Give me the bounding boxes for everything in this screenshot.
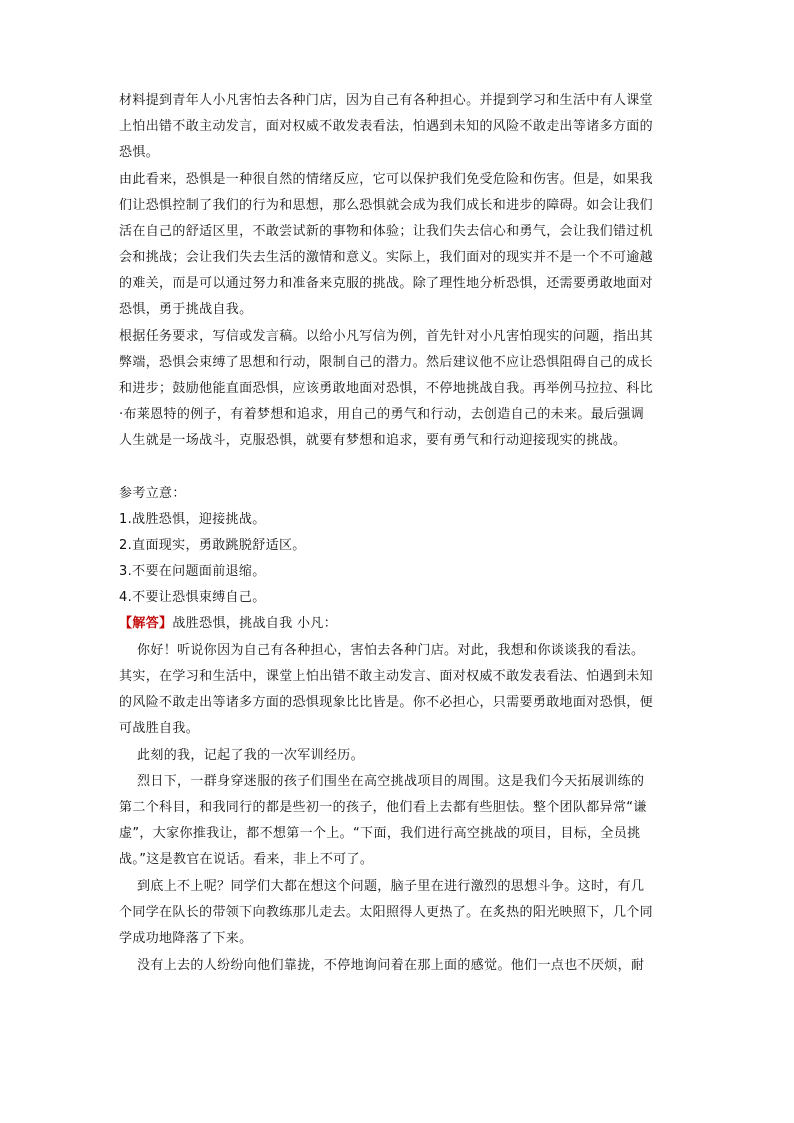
- analysis-line: 由此看来，恐惧是一种很自然的情绪反应，它可以保护我们免受危险和伤害。但是，如果我: [119, 172, 654, 187]
- reference-item: 4.不要让恐惧束缚自己。: [119, 590, 266, 605]
- answer-line: 此刻的我，记起了我的一次军训经历。: [137, 748, 364, 763]
- answer-heading: [119, 616, 679, 632]
- material-line: 上怕出错不敢主动发言，面对权威不敢发表看法，怕遇到未知的风险不敢走出等诸多方面的: [119, 119, 654, 134]
- material-line: 恐惧。: [119, 145, 160, 160]
- analysis-line: ·布莱恩特的例子，有着梦想和追求，用自己的勇气和行动，去创造自己的未来。最后强调: [119, 407, 645, 422]
- reference-item: 2.直面现实，勇敢跳脱舒适区。: [119, 538, 306, 553]
- reference-heading: 参考立意：: [119, 486, 186, 501]
- material-line: 材料提到青年人小凡害怕去各种门店，因为自己有各种担心。并提到学习和生活中有人课堂: [119, 93, 654, 108]
- answer-title: 战胜恐惧，挑战自我 小凡：: [172, 616, 338, 631]
- answer-line: 学成功地降落了下来。: [119, 931, 253, 946]
- answer-line: 到底上不上呢？同学们大都在想这个问题，脑子里在进行激烈的思想斗争。这时，有几: [137, 879, 645, 894]
- analysis-line: 会和挑战；会让我们失去生活的激情和意义。实际上，我们面对的现实并不是一个不可逾越: [119, 250, 654, 265]
- answer-line: 的风险不敢走出等诸多方面的恐惧现象比比皆是。你不必担心，只需要勇敢地面对恐惧，便: [119, 695, 654, 710]
- analysis-line: 根据任务要求，写信或发言稿。以给小凡写信为例，首先针对小凡害怕现实的问题，指出其: [119, 329, 654, 344]
- analysis-line: 人生就是一场战斗，克服恐惧，就要有梦想和追求，要有勇气和行动迎接现实的挑战。: [119, 433, 627, 448]
- reference-item: 1.战胜恐惧，迎接挑战。: [119, 512, 266, 527]
- answer-line: 其实，在学习和生活中，课堂上怕出错不敢主动发言、面对权威不敢发表看法、怕遇到未知: [119, 669, 654, 684]
- analysis-line: 和进步；鼓励他能直面恐惧，应该勇敢地面对恐惧，不停地挑战自我。再举例马拉拉、科比: [119, 381, 654, 396]
- answer-line: 你好！听说你因为自己有各种担心，害怕去各种门店。对此，我想和你谈谈我的看法。: [137, 643, 645, 658]
- reference-item: 3.不要在问题面前退缩。: [119, 564, 266, 579]
- answer-line: 可战胜自我。: [119, 721, 200, 736]
- analysis-line: 们让恐惧控制了我们的行为和思想，那么恐惧就会成为我们成长和进步的障碍。如会让我们: [119, 198, 654, 213]
- answer-line: 没有上去的人纷纷向他们靠拢，不停地询问着在那上面的感觉。他们一点也不厌烦，耐: [137, 958, 645, 973]
- answer-line: 第二个科目，和我同行的都是些初一的孩子，他们看上去都有些胆怯。整个团队都异常“谦: [119, 800, 647, 815]
- analysis-line: 活在自己的舒适区里，不敢尝试新的事物和体验；让我们失去信心和勇气，会让我们错过机: [119, 224, 654, 239]
- answer-line: 虚”，大家你推我让，都不想第一个上。“下面，我们进行高空挑战的项目，目标，全员挑: [119, 826, 641, 841]
- analysis-line: 弊端，恐惧会束缚了思想和行动，限制自己的潜力。然后建议他不应让恐惧阻碍自己的成长: [119, 355, 654, 370]
- analysis-line: 的难关，而是可以通过努力和准备来克服的挑战。除了理性地分析恐惧，还需要勇敢地面对: [119, 276, 654, 291]
- answer-line: 烈日下，一群身穿迷服的孩子们围坐在高空挑战项目的周围。这是我们今天拓展训练的: [137, 774, 645, 789]
- answer-line: 战。”这是教官在说话。看来，非上不可了。: [119, 852, 374, 867]
- answer-tag: 【解答】: [119, 616, 173, 631]
- answer-line: 个同学在队长的带领下向教练那儿走去。太阳照得人更热了。在炙热的阳光映照下，几个同: [119, 905, 654, 920]
- analysis-line: 恐惧，勇于挑战自我。: [119, 302, 253, 317]
